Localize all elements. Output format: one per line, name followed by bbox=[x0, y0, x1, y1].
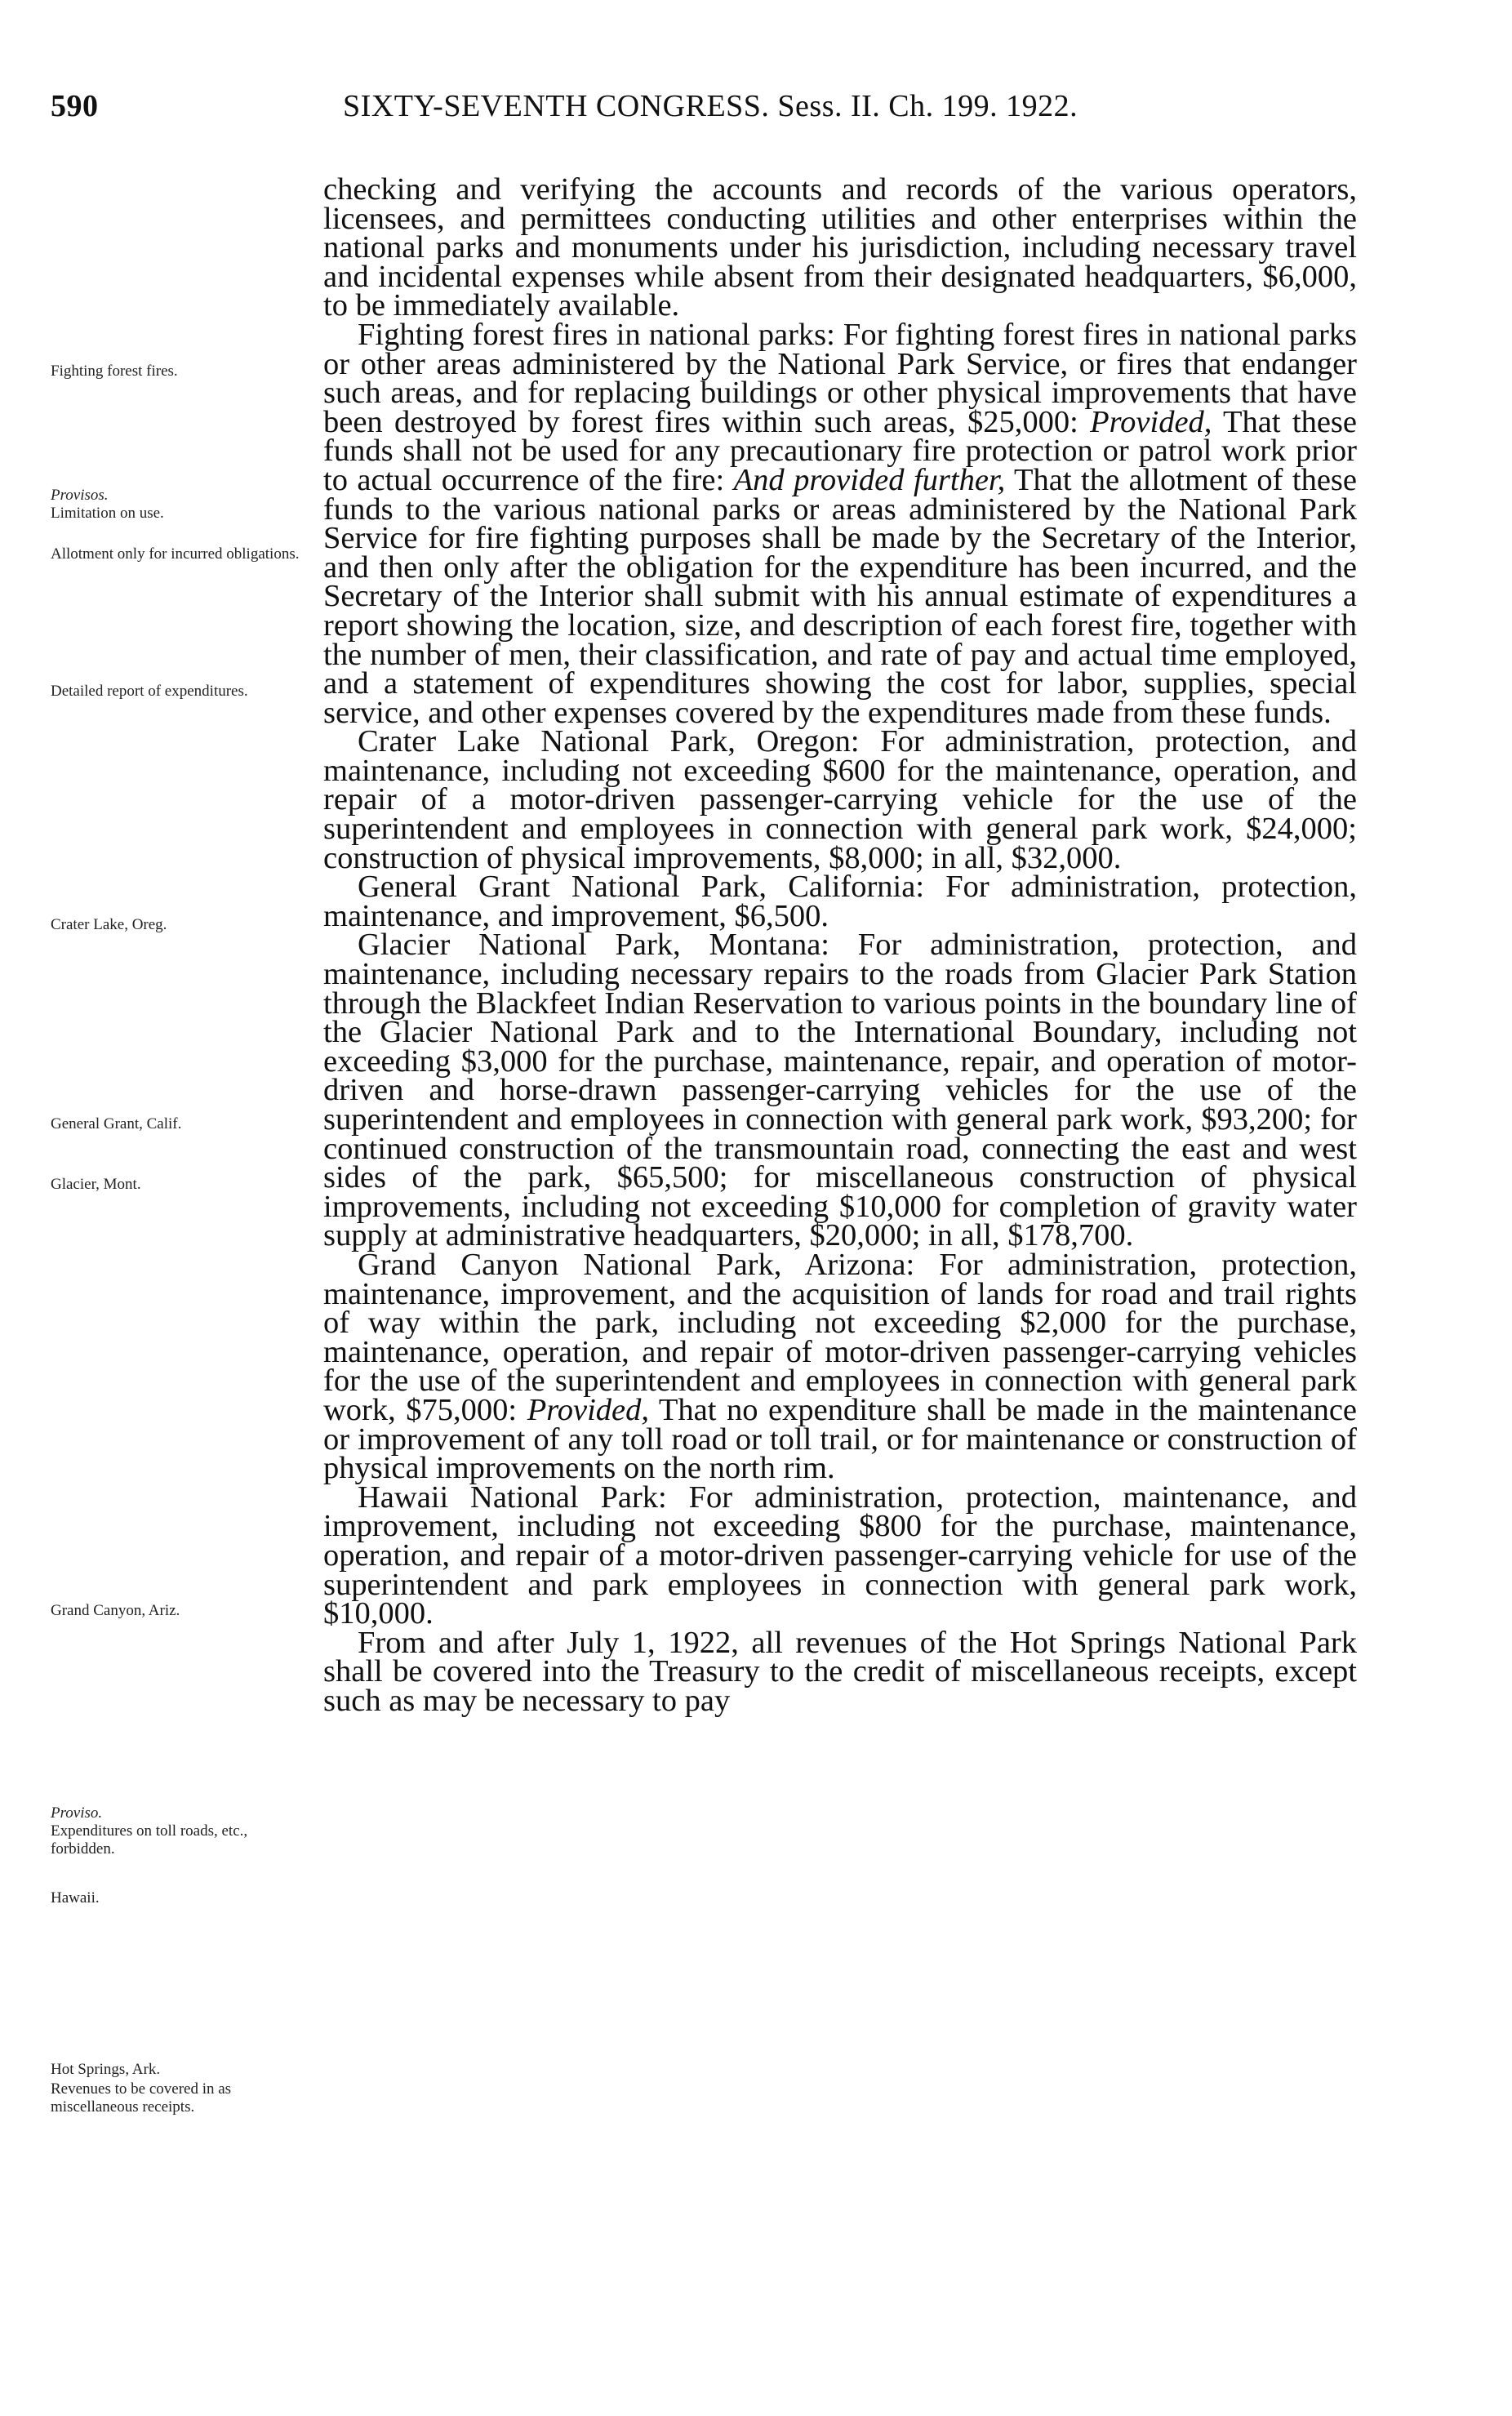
margin-note-general-grant: General Grant, Calif. bbox=[51, 1115, 182, 1132]
margin-note-provisos-limitation bbox=[51, 487, 320, 523]
paragraph-fighting-forest-fires bbox=[323, 317, 1358, 730]
paragraph-accounts-verification: checking and verifying the accounts and records of the various operators, licensees, and permittees conducting utilities and other enterprises within the national parks and monuments under his jurisdiction, including necessary travel and incidental expenses while absent from their designated headquarters, $6,000, to be immediately available. bbox=[323, 172, 1357, 323]
page-number: 590 bbox=[51, 89, 99, 123]
margin-note-provisos: Provisos. bbox=[51, 487, 109, 504]
running-head: SIXTY-SEVENTH CONGRESS. Sess. II. Ch. 199. 1922. bbox=[343, 89, 1078, 123]
paragraph-general-grant: General Grant National Park, California: For administration, protection, maintenance, and improvement, $6,500. bbox=[323, 870, 1357, 933]
margin-note-expenditures-toll: Expenditures on toll roads, etc., forbidden. bbox=[51, 1822, 248, 1858]
margin-note-grand-canyon: Grand Canyon, Ariz. bbox=[51, 1602, 180, 1619]
paragraph-text: That these funds shall not be used for any precautionary fire protection or patrol work prior to actual occurrence of the fire: bbox=[323, 404, 1357, 497]
margin-note-proviso: Proviso. bbox=[51, 1804, 103, 1822]
margin-note-revenues: Revenues to be covered in as miscellaneous receipts. bbox=[51, 2080, 232, 2116]
margin-note-detailed-report: Detailed report of expenditures. bbox=[51, 683, 248, 700]
body-text bbox=[323, 172, 1358, 1718]
italic-and-provided-further: And provided further, bbox=[733, 462, 1006, 497]
margin-note-allotment: Allotment only for incurred obligations. bbox=[51, 545, 300, 563]
margin-note-hot-springs: Hot Springs, Ark. bbox=[51, 2061, 161, 2078]
italic-provided: Provided, bbox=[527, 1392, 650, 1427]
italic-provided: Provided, bbox=[1090, 404, 1212, 439]
paragraph-crater-lake: Crater Lake National Park, Oregon: For administration, protection, and maintenance, including not exceeding $600 for the maintenance, operation, and repair of a motor-driven passenger-carrying vehicle for the use of the superintendent and employees in connection with general park work, $24,000; construction of physical improvements, $8,000; in all, $32,000. bbox=[323, 724, 1357, 875]
paragraph-text: Grand Canyon National Park, Arizona: For administration, protection, maintenance, improvement, and the acquisition of lands for road and trail rights of way within the park, including not exceeding $2,000 for the purchase, maintenance, operation, and repair of motor-driven passenger-carrying vehicles for the use of the superintendent and employees in connection with general park work, $75,000: bbox=[323, 1247, 1357, 1427]
paragraph-hawaii: Hawaii National Park: For administration, protection, maintenance, and improvement, including not exceeding $800 for the purchase, maintenance, operation, and repair of a motor-driven passenger-carrying vehicle for use of the superintendent and park employees in connection with general park work, $10,000. bbox=[323, 1479, 1357, 1631]
margin-note-crater-lake: Crater Lake, Oreg. bbox=[51, 916, 167, 933]
paragraph-text: That no expenditure shall be made in the maintenance or improvement of any toll road or toll trail, or for maintenance or construction of physical improvements on the north rim. bbox=[323, 1392, 1357, 1486]
margin-note-fighting-forest-fires: Fighting forest fires. bbox=[51, 363, 178, 380]
margin-note-proviso-toll bbox=[51, 1804, 312, 1858]
paragraph-text: Fighting forest fires in national parks: For fighting forest fires in national parks or other areas administered by the National Park Service, or fires that endanger such areas, and for replacing buildings or other physical improvements that have been destroyed by forest fires within such areas, $25,000: bbox=[323, 317, 1357, 439]
paragraph-hot-springs: From and after July 1, 1922, all revenues of the Hot Springs National Park shall be covered into the Treasury to the credit of miscellaneous receipts, except such as may be necessary to pay bbox=[323, 1625, 1357, 1718]
paragraph-grand-canyon bbox=[323, 1247, 1357, 1486]
margin-note-glacier: Glacier, Mont. bbox=[51, 1176, 141, 1193]
margin-note-hawaii: Hawaii. bbox=[51, 1889, 100, 1907]
margin-note-limitation-on-use: Limitation on use. bbox=[51, 505, 164, 522]
paragraph-glacier: Glacier National Park, Montana: For administration, protection, and maintenance, including necessary repairs to the roads from Glacier Park Station through the Blackfeet Indian Reservation to various points in the boundary line of the Glacier National Park and to the International Boundary, including not exceeding $3,000 for the purchase, maintenance, repair, and operation of motor-driven and horse-drawn passenger-carrying vehicles for the use of the superintendent and employees in connection with general park work, $93,200; for continued construction of the transmountain road, connecting the east and west sides of the park, $65,500; for miscellaneous construction of physical improvements, including not exceeding $10,000 for completion of gravity water supply at administrative headquarters, $20,000; in all, $178,700. bbox=[323, 928, 1357, 1253]
paragraph-text: That the allotment of these funds to the various national parks or areas administered by the National Park Service for fire fighting purposes shall be made by the Secretary of the Interior, and then only after the obligation for the expenditure has been incurred, and the Secretary of the Interior shall submit with his annual estimate of expenditures a report showing the location, size, and description of each forest fire, together with the number of men, their classification, and rate of pay and actual time employed, and a statement of expenditures showing the cost for labor, supplies, special service, and other expenses covered by the expenditures made from these funds. bbox=[323, 462, 1358, 730]
